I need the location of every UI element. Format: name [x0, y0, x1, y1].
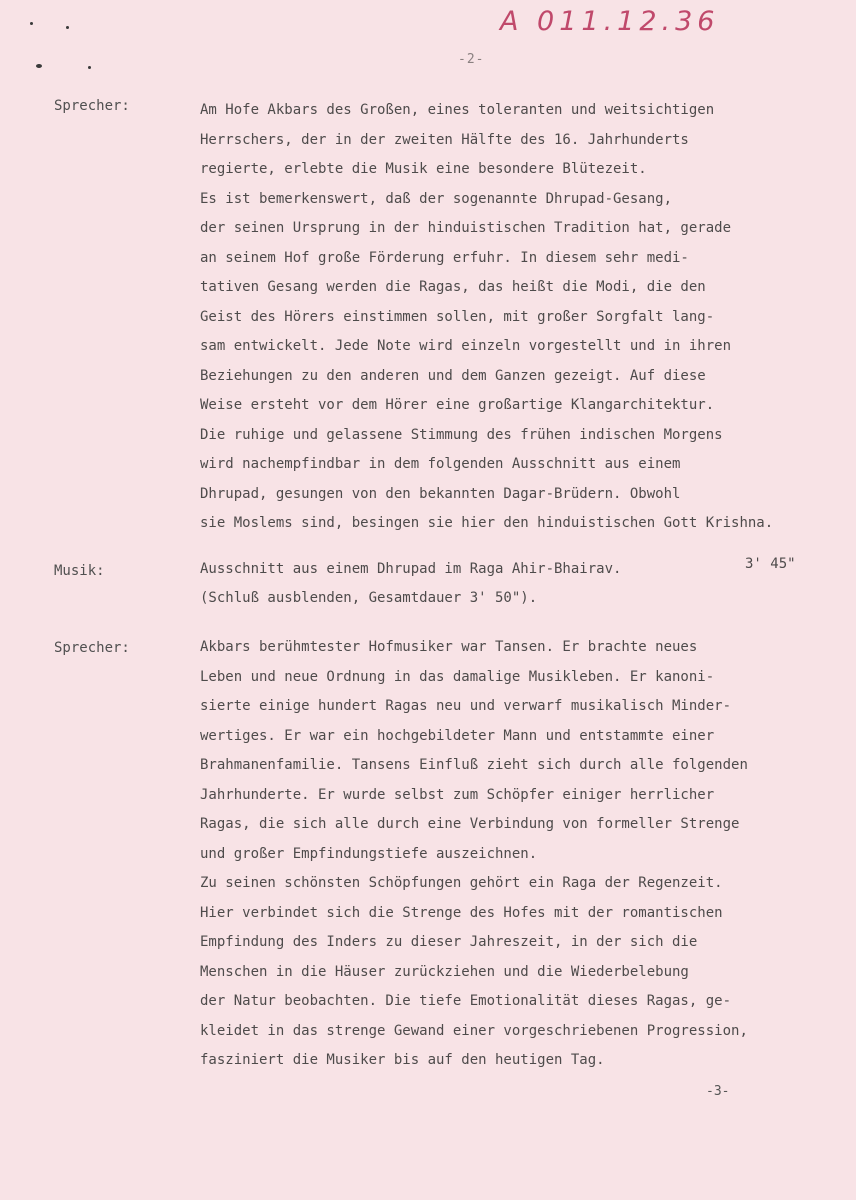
text-line: (Schluß ausblenden, Gesamtdauer 3' 50"). [200, 590, 538, 606]
text-line: Leben und neue Ordnung in das damalige Musikleben. Er kanoni- [200, 668, 715, 685]
next-page-marker: -3- [706, 1084, 730, 1099]
speech-block-1 [200, 96, 820, 539]
speck [88, 66, 91, 69]
archive-mark: A 011.12.36 [500, 6, 720, 37]
text-line: kleidet in das strenge Gewand einer vorgeschriebenen Progression, [200, 1022, 748, 1039]
text-line: Ausschnitt aus einem Dhrupad im Raga Ahir-Bhairav. [200, 561, 622, 577]
text-line: wertiges. Er war ein hochgebildeter Mann und entstammte einer [200, 727, 715, 744]
text-line: tativen Gesang werden die Ragas, das heißt die Modi, die den [200, 279, 706, 295]
text-line: Weise ersteht vor dem Hörer eine großartige Klangarchitektur. [200, 397, 715, 413]
text-line: Zu seinen schönsten Schöpfungen gehört ein Raga der Regenzeit. [200, 875, 723, 891]
text-line: der Natur beobachten. Die tiefe Emotionalität dieses Ragas, ge- [200, 993, 732, 1009]
text-line: Die ruhige und gelassene Stimmung des frühen indischen Morgens [200, 426, 723, 443]
text-line: fasziniert die Musiker bis auf den heutigen Tag. [200, 1052, 605, 1068]
text-line: Es ist bemerkenswert, daß der sogenannte Dhrupad-Gesang, [200, 190, 673, 207]
text-line: sierte einige hundert Ragas neu und verwarf musikalisch Minder- [200, 698, 732, 714]
speck [30, 22, 33, 25]
text-line: Beziehungen zu den anderen und dem Ganzen gezeigt. Auf diese [200, 367, 706, 384]
text-line: Jahrhunderte. Er wurde selbst zum Schöpfer einiger herrlicher [200, 786, 715, 803]
text-line: und großer Empfindungstiefe auszeichnen. [200, 845, 538, 862]
text-line: Empfindung des Inders zu dieser Jahreszeit, in der sich die [200, 934, 698, 950]
text-line: Geist des Hörers einstimmen sollen, mit großer Sorgfalt lang- [200, 308, 715, 325]
text-line: Hier verbindet sich die Strenge des Hofes mit der romantischen [200, 904, 723, 921]
speech-block-2 [200, 633, 820, 1076]
text-line: Ragas, die sich alle durch eine Verbindung von formeller Strenge [200, 816, 740, 832]
text-line: sie Moslems sind, besingen sie hier den hinduistischen Gott Krishna. [200, 515, 774, 531]
text-line: der seinen Ursprung in der hinduistischen Tradition hat, gerade [200, 220, 732, 236]
text-line: an seinem Hof große Förderung erfuhr. In diesem sehr medi- [200, 249, 689, 266]
text-line: Brahmanenfamilie. Tansens Einfluß zieht sich durch alle folgenden [200, 757, 748, 773]
text-line: wird nachempfindbar in dem folgenden Ausschnitt aus einem [200, 456, 681, 472]
text-line: regierte, erlebte die Musik eine besondere Blütezeit. [200, 161, 647, 177]
speaker-label: Sprecher: [54, 98, 130, 114]
speck [66, 26, 69, 29]
speaker-label: Sprecher: [54, 640, 130, 656]
text-line: Am Hofe Akbars des Großen, eines toleranten und weitsichtigen [200, 102, 715, 118]
speck [36, 64, 42, 68]
music-duration: 3' 45" [745, 556, 796, 572]
page-number: -2- [458, 52, 485, 67]
text-line: Dhrupad, gesungen von den bekannten Dagar-Brüdern. Obwohl [200, 485, 681, 502]
music-block [200, 555, 820, 613]
text-line: Menschen in die Häuser zurückziehen und die Wiederbelebung [200, 963, 689, 980]
text-line: sam entwickelt. Jede Note wird einzeln vorgestellt und in ihren [200, 338, 732, 354]
text-line: Herrschers, der in der zweiten Hälfte des 16. Jahrhunderts [200, 131, 689, 148]
music-label: Musik: [54, 563, 105, 579]
text-line: Akbars berühmtester Hofmusiker war Tansen. Er brachte neues [200, 639, 698, 655]
